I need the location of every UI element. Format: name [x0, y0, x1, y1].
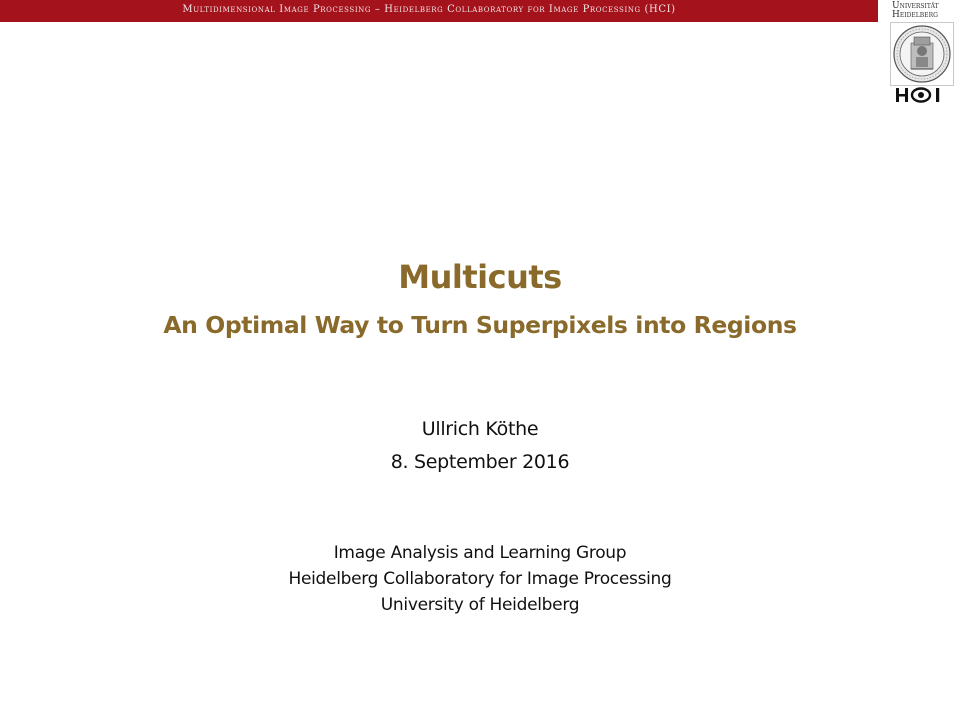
header-band: [0, 0, 878, 22]
hci-logo-icon: [894, 86, 948, 104]
affiliation-line: Heidelberg Collaboratory for Image Processing: [288, 569, 672, 589]
slide-title: Multicuts: [398, 258, 562, 296]
slide-subtitle: An Optimal Way to Turn Superpixels into Regions: [163, 311, 797, 339]
university-logo-block: [884, 0, 960, 108]
university-name-line-1: Universität: [892, 1, 939, 11]
header-text: Multidimensional Image Processing – Heidelberg Collaboratory for Image Processing (HCI): [182, 4, 676, 15]
affiliation-line: Image Analysis and Learning Group: [333, 543, 627, 563]
affiliation-line: University of Heidelberg: [380, 595, 580, 615]
author-name: Ullrich Köthe: [421, 418, 539, 440]
university-seal-icon: [890, 22, 954, 86]
university-name-line-2: Heidelberg: [892, 10, 938, 20]
presentation-date: 8. September 2016: [390, 451, 570, 473]
university-name: [892, 2, 939, 20]
